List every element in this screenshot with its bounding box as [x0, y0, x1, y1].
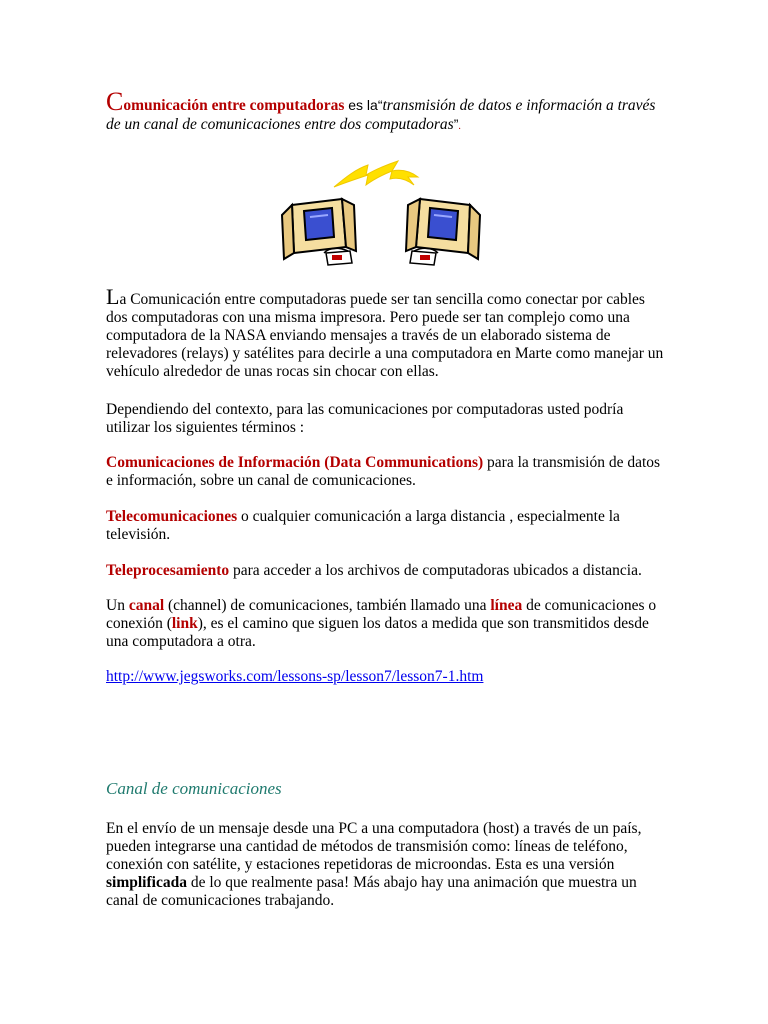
term-data-communications-text: para la transmisión de datos e información, sobre un canal de comunicaciones.	[106, 454, 661, 489]
intro-term: omunicación entre computadoras	[123, 97, 345, 114]
lightning-bolt-icon	[334, 161, 418, 187]
section-bold-word: simplificada	[106, 874, 187, 891]
term-telecomunicaciones-text: o cualquier comunicación a larga distancia , especialmente la televisión.	[106, 508, 620, 543]
term-teleprocesamiento	[106, 562, 666, 580]
canal-text-1: Un	[106, 597, 129, 614]
intro-connector: es la	[348, 97, 378, 113]
linea-term: línea	[490, 597, 523, 614]
intro-trailing-dot: .	[458, 121, 461, 132]
term-telecomunicaciones	[106, 508, 666, 544]
right-computer-icon	[406, 199, 480, 265]
computers-communication-illustration	[276, 155, 496, 270]
paragraph-context: Dependiendo del contexto, para las comunicaciones por computadoras usted podría utilizar los siguientes términos :	[106, 401, 624, 436]
canal-text-2: (channel) de comunicaciones, también llamado una	[164, 597, 491, 614]
link-term: link	[171, 615, 198, 632]
source-link[interactable]: http://www.jegsworks.com/lessons-sp/lesson7/lesson7-1.htm	[106, 668, 484, 685]
term-teleprocesamiento-text: para acceder a los archivos de computadoras ubicados a distancia.	[229, 562, 642, 579]
section-text-2: de lo que realmente pasa! Más abajo hay una animación que muestra un canal de comunicaciones trabajando.	[106, 874, 637, 909]
canal-text-4: ), es el camino que siguen los datos a medida que son transmitidos desde una computadora a otra.	[106, 615, 649, 650]
source-link-line	[106, 668, 666, 686]
section-heading: Canal de comunicaciones	[106, 779, 282, 798]
term-data-communications-label: Comunicaciones de Información (Data Communications)	[106, 454, 484, 471]
intro-definition-text: transmisión de datos e información a través de un canal de comunicaciones entre dos computadoras	[106, 97, 656, 133]
intro-initial: C	[106, 87, 124, 116]
term-teleprocesamiento-label: Teleprocesamiento	[106, 562, 230, 579]
para-initial: L	[106, 284, 120, 309]
paragraph-nasa	[106, 284, 666, 381]
intro-close-quote: ”	[453, 116, 459, 132]
section-text-1: En el envío de un mensaje desde una PC a una computadora (host) a través de un país, pueden integrarse una cantidad de métodos de transmisión como: líneas de teléfono, conexión con satélite, y estaciones repetidoras de microondas. Esta es una versión	[106, 820, 642, 873]
canal-term: canal	[128, 597, 165, 614]
para-nasa-text: a Comunicación entre computadoras puede ser tan sencilla como conectar por cables dos computadoras con una misma impresora. Pero puede ser tan complejo como una computadora de la NASA enviando mensajes a través de un elaborado sistema de relevadores (relays) y satélites para decirle a una computadora en Marte como manejar un vehículo alrededor de unas rocas sin chocar con ellas.	[106, 291, 664, 380]
paragraph-canal	[106, 597, 666, 651]
term-telecomunicaciones-label: Telecomunicaciones	[106, 508, 238, 525]
left-computer-icon	[282, 199, 356, 265]
paragraph-section	[106, 820, 666, 910]
canal-text-3: de comunicaciones o conexión (	[106, 597, 657, 632]
intro-definition	[106, 87, 666, 136]
intro-open-quote: “	[377, 97, 383, 113]
term-data-communications	[106, 454, 666, 490]
